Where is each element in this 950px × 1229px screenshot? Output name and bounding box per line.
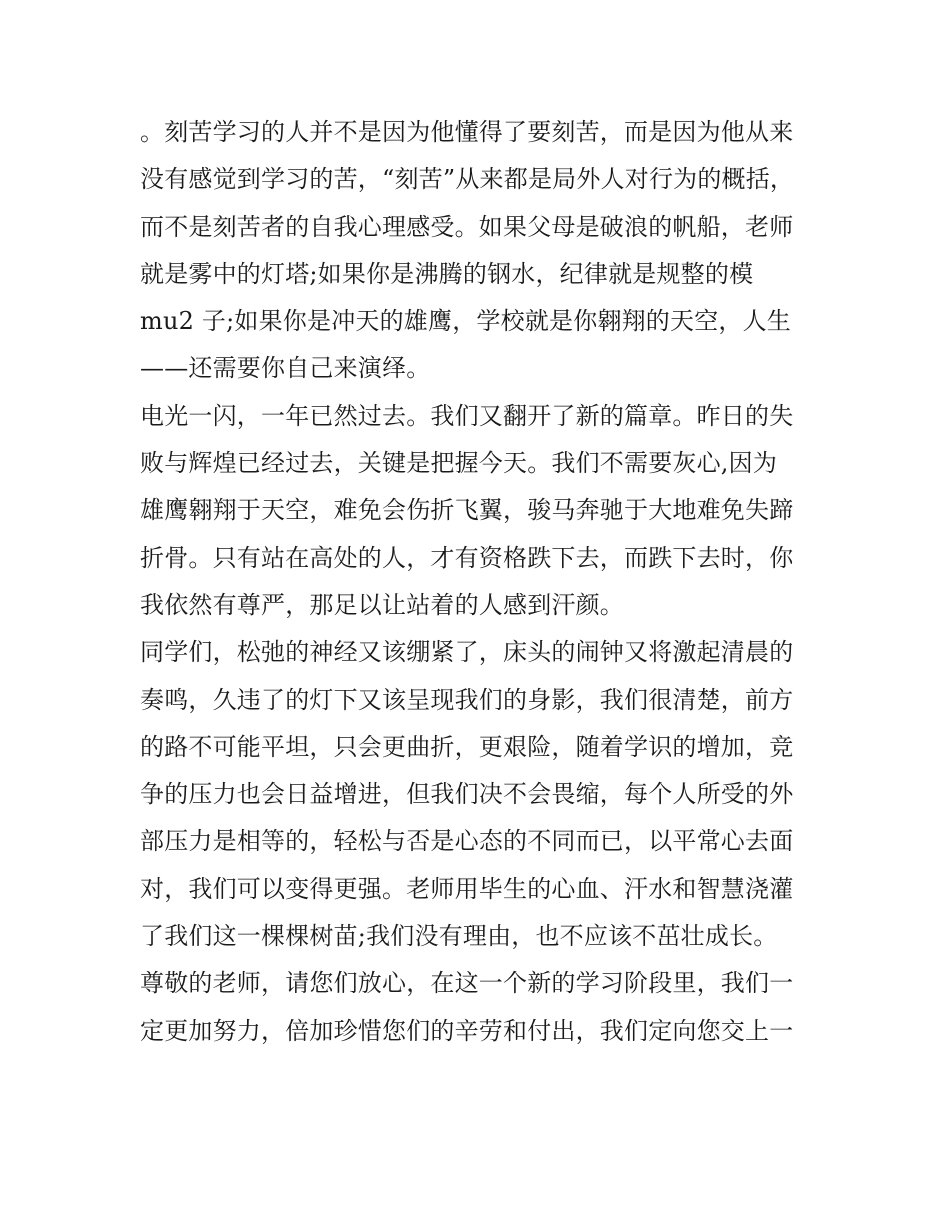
text-line: 部压力是相等的，轻松与否是心态的不同而已，以平常心去面 [140, 827, 794, 856]
text-line: mu2 子;如果你是冲天的雄鹰，学校就是你翱翔的天空，人生 [140, 307, 791, 336]
text-line: 奏鸣，久违了的灯下又该呈现我们的身影，我们很清楚，前方 [140, 685, 794, 714]
text-line: 对，我们可以变得更强。老师用毕生的心血、汗水和智慧浇灌 [140, 874, 794, 903]
text-line: 了我们这一棵棵树苗;我们没有理由，也不应该不茁壮成长。 [140, 922, 778, 951]
text-line: 的路不可能平坦，只会更曲折，更艰险，随着学识的增加，竞 [140, 732, 794, 761]
text-line: 定更加努力，倍加珍惜您们的辛劳和付出，我们定向您交上一 [140, 1016, 794, 1045]
text-line: 没有感觉到学习的苦，“刻苦”从来都是局外人对行为的概括， [140, 165, 795, 194]
text-line: ——还需要你自己来演绎。 [140, 354, 431, 383]
text-line: 雄鹰翱翔于天空，难免会伤折飞翼，骏马奔驰于大地难免失蹄 [140, 496, 794, 525]
text-line: 而不是刻苦者的自我心理感受。如果父母是破浪的帆船，老师 [140, 212, 794, 241]
text-line: 折骨。只有站在高处的人，才有资格跌下去，而跌下去时，你 [140, 543, 794, 572]
text-line: 电光一闪，一年已然过去。我们又翻开了新的篇章。昨日的失 [140, 401, 794, 430]
text-line: 就是雾中的灯塔;如果你是沸腾的钢水，纪律就是规整的模 [140, 259, 754, 288]
text-line: 尊敬的老师，请您们放心，在这一个新的学习阶段里，我们一 [140, 969, 794, 998]
text-line: 。刻苦学习的人并不是因为他懂得了要刻苦，而是因为他从来 [140, 118, 794, 146]
document-body [140, 109, 840, 1055]
text-line: 同学们，松弛的神经又该绷紧了，床头的闹钟又将激起清晨的 [140, 638, 794, 667]
text-line: 败与辉煌已经过去，关键是把握今天。我们不需要灰心,因为 [140, 449, 778, 478]
text-line: 我依然有尊严，那足以让站着的人感到汗颜。 [140, 590, 624, 619]
text-line: 争的压力也会日益增进，但我们决不会畏缩，每个人所受的外 [140, 780, 794, 809]
